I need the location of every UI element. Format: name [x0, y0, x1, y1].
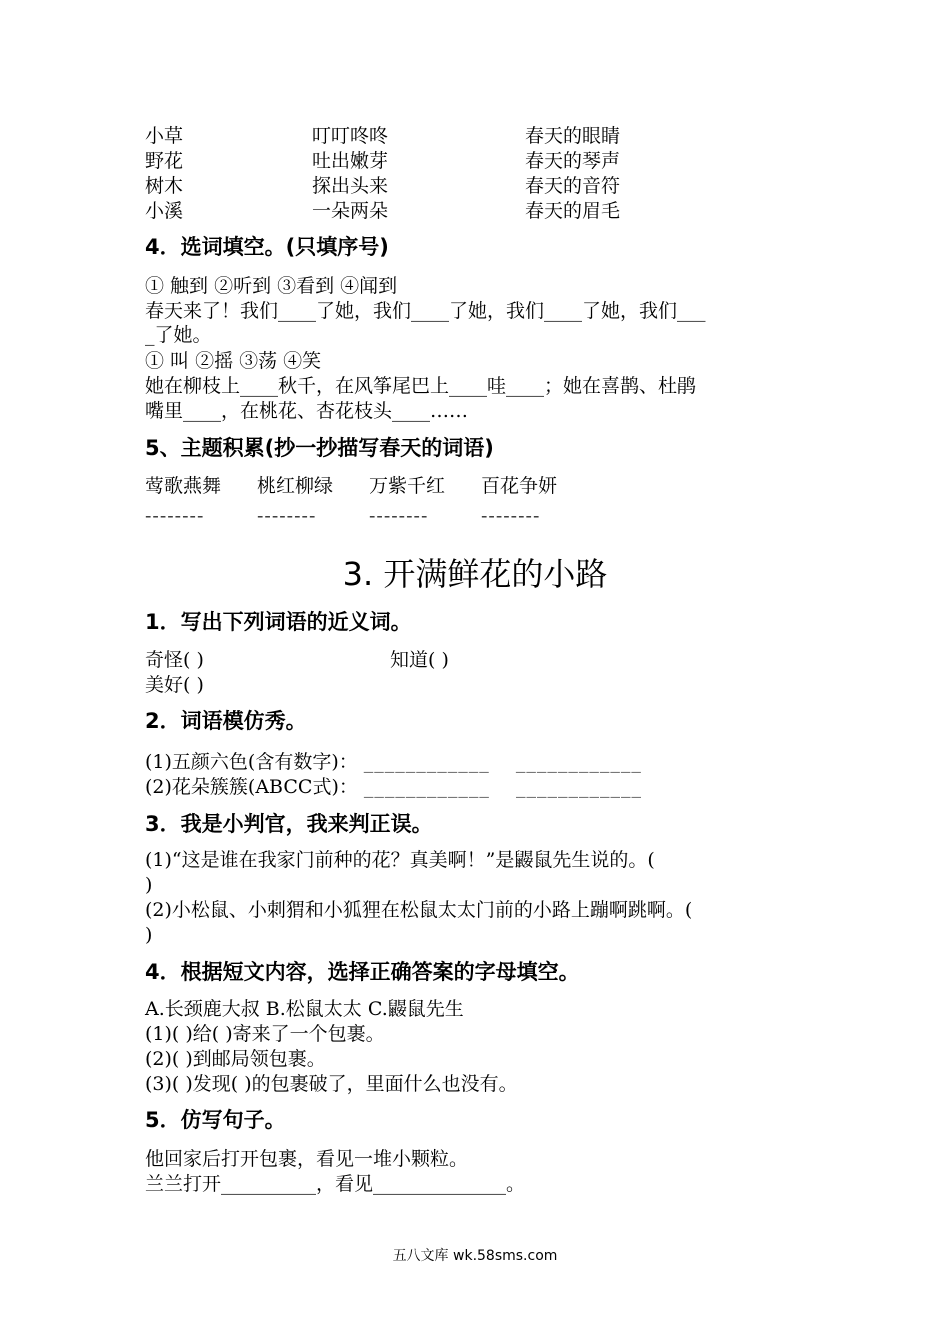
q4-sentence-2a: 她在柳枝上____秋千，在风筝尾巴上____哇____；她在喜鹊、杜鹃: [145, 375, 697, 397]
match-item: 小溪: [145, 200, 184, 222]
lesson-title: 3. 开满鲜花的小路: [342, 555, 608, 593]
s2-blank: ____________: [363, 776, 490, 798]
match-item: 小草: [145, 125, 184, 147]
s4-line-3: (3)( )发现( )的包裹破了，里面什么也没有。: [145, 1073, 518, 1095]
s4-options: A.长颈鹿大叔 B.松鼠太太 C.鼹鼠先生: [145, 998, 464, 1020]
q4-options-1: ① 触到 ②听到 ③看到 ④闻到: [145, 275, 398, 297]
match-item: 叮叮咚咚: [312, 125, 389, 147]
footer-watermark: 五八文库 wk.58sms.com: [392, 1248, 558, 1264]
s5-heading: 5．仿写句子。: [145, 1108, 286, 1132]
q4-sentence-1b: _了她。: [145, 324, 212, 346]
q4-sentence-2b: 嘴里____，在桃花、杏花枝头____……: [145, 400, 469, 422]
q4-options-2: ① 叫 ②摇 ③荡 ④笑: [145, 350, 322, 372]
match-item: 春天的眉毛: [525, 200, 621, 222]
s2-blank: ____________: [516, 776, 642, 798]
s2-heading: 2．词语模仿秀。: [145, 709, 307, 733]
s5-line-2: 兰兰打开__________，看见______________。: [145, 1173, 526, 1195]
q5-word: 莺歌燕舞: [145, 475, 222, 497]
match-item: 树木: [145, 175, 184, 197]
s3-heading: 3．我是小判官，我来判正误。: [145, 812, 433, 836]
s2-label-2: (2)花朵簇簇(ABCC式)：: [145, 776, 358, 798]
s4-heading: 4．根据短文内容，选择正确答案的字母填空。: [145, 960, 580, 984]
match-col-2: [312, 124, 388, 224]
match-col-3: [525, 124, 620, 224]
s2-blank: ____________: [515, 751, 642, 773]
s2-line-2: [145, 774, 642, 800]
s2-line-1: [145, 749, 642, 775]
q5-blank: --------: [481, 505, 541, 527]
s4-line-2: (2)( )到邮局领包裹。: [145, 1048, 326, 1070]
s2-blank: ____________: [363, 751, 490, 773]
s3-line-1b: ): [145, 874, 153, 896]
q5-blank: --------: [257, 505, 317, 527]
q5-word: 百花争妍: [481, 475, 558, 497]
q4-heading: 4．选词填空。(只填序号): [145, 235, 389, 259]
match-item: 吐出嫩芽: [312, 150, 389, 172]
s5-line-1: 他回家后打开包裹，看见一堆小颗粒。: [145, 1148, 469, 1170]
match-item: 探出头来: [312, 175, 389, 197]
s1-heading: 1．写出下列词语的近义词。: [145, 610, 412, 634]
q5-blank: --------: [145, 505, 205, 527]
match-item: 一朵两朵: [312, 200, 389, 222]
s3-line-2a: (2)小松鼠、小刺猬和小狐狸在松鼠太太门前的小路上蹦啊跳啊。(: [145, 899, 693, 921]
match-item: 春天的音符: [525, 175, 621, 197]
q5-blank: --------: [369, 505, 429, 527]
s1-word-1: 奇怪( ): [145, 649, 204, 671]
s3-line-2b: ): [145, 924, 153, 946]
match-item: 春天的琴声: [525, 150, 621, 172]
s1-word-2: 知道( ): [390, 649, 449, 671]
q5-word: 万紫千红: [369, 475, 446, 497]
q5-heading: 5、主题积累(抄一抄描写春天的词语): [145, 436, 494, 460]
s3-line-1a: (1)“这是谁在我家门前种的花？真美啊！”是鼹鼠先生说的。(: [145, 849, 655, 871]
s1-word-3: 美好( ): [145, 674, 204, 696]
match-item: 野花: [145, 150, 184, 172]
q5-word: 桃红柳绿: [257, 475, 334, 497]
q4-sentence-1a: 春天来了！我们____了她，我们____了她，我们____了她，我们___: [145, 300, 706, 322]
s2-label-1: (1)五颜六色(含有数字)：: [145, 751, 358, 773]
match-col-1: [145, 124, 183, 224]
match-item: 春天的眼睛: [525, 125, 621, 147]
s4-line-1: (1)( )给( )寄来了一个包裹。: [145, 1023, 385, 1045]
